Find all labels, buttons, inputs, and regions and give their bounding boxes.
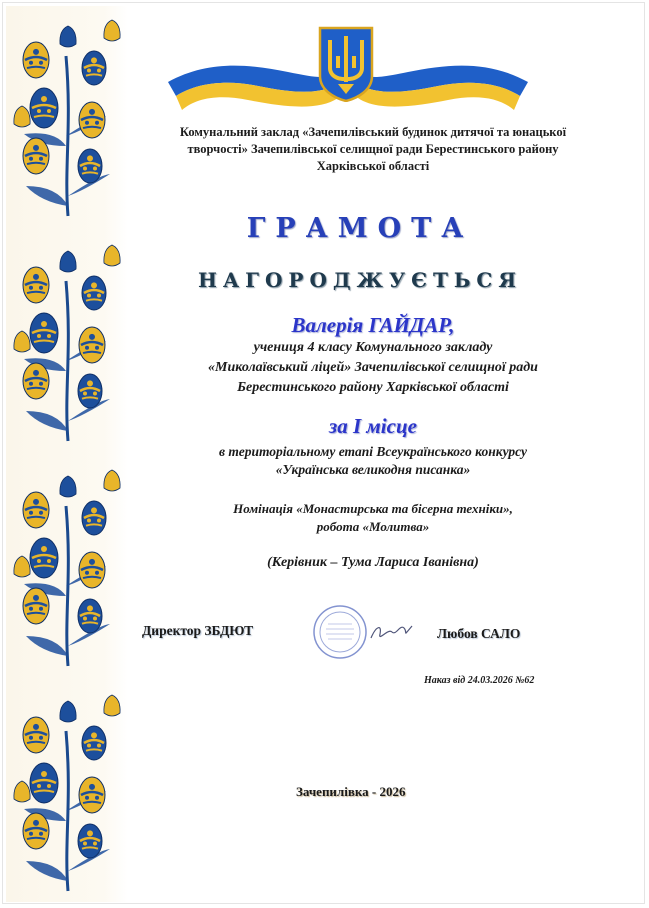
pysanka-ornament-strip <box>6 6 128 902</box>
stamp-seal-icon <box>312 604 368 660</box>
nomination-info <box>140 500 606 536</box>
leader-line: (Керівник – Тума Лариса Іванівна) <box>267 555 479 570</box>
institution-line: творчості» Зачепилівської селищної ради Берестинського району <box>187 142 559 156</box>
order-reference: Наказ від 24.03.2026 №62 <box>424 675 535 686</box>
nomination-line: Номінація «Монастирська та бісерна техніки», <box>233 501 513 516</box>
certificate-subtitle: НАГОРОДЖУЄТЬСЯ <box>198 268 522 292</box>
nomination-line: робота «Молитва» <box>316 519 430 534</box>
institution-line: Комунальний заклад «Зачепилівський будинок дитячої та юнацької <box>179 125 567 139</box>
pysanka-ornament-icon <box>6 6 128 902</box>
institution-name <box>150 124 596 175</box>
footer-city-year: Зачепилівка - 2026 <box>296 784 406 799</box>
recipient-info <box>140 338 606 398</box>
recipient-info-line: «Миколаївський ліцей» Зачепилівської селищної ради <box>208 360 538 375</box>
recipient-info-line: Берестинського району Харківської області <box>237 380 509 395</box>
director-title: Директор ЗБДЮТ <box>142 623 254 638</box>
recipient-name: Валерія ГАЙДАР, <box>291 313 455 337</box>
signature-icon <box>368 618 414 644</box>
contest-line: в територіальному етапі Всеукраїнського конкурсу <box>218 444 528 459</box>
certificate-title: ГРАМОТА <box>246 213 474 244</box>
contest-line: «Українська великодня писанка» <box>275 462 471 477</box>
award-place: за І місце <box>329 414 417 438</box>
recipient-info-line: учениця 4 класу Комунального закладу <box>253 340 493 355</box>
trident-icon <box>318 26 374 102</box>
director-name: Любов САЛО <box>437 626 521 641</box>
institution-line: Харківської області <box>316 159 430 173</box>
contest-info <box>140 443 606 479</box>
